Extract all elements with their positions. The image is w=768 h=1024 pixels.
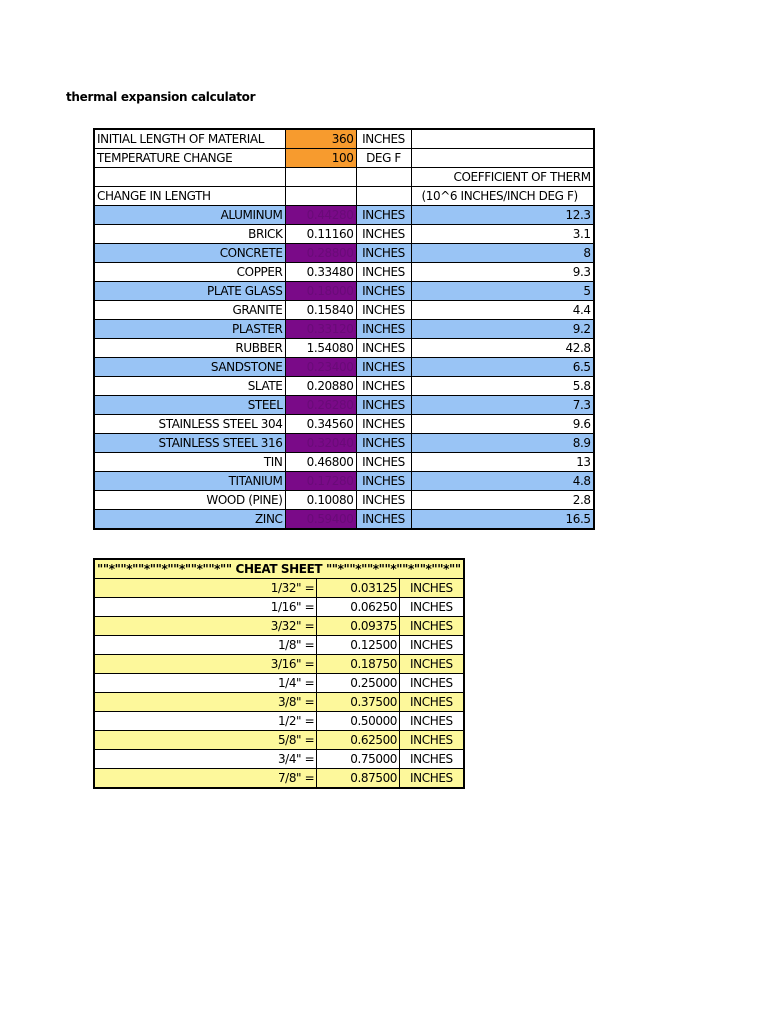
change-unit: INCHES (356, 206, 411, 225)
change-unit: INCHES (356, 415, 411, 434)
cheat-sheet-row (94, 655, 464, 674)
coefficient-value: 9.3 (411, 263, 594, 282)
change-unit: INCHES (356, 244, 411, 263)
material-row (94, 510, 594, 530)
change-unit: INCHES (356, 396, 411, 415)
material-name: STEEL (94, 396, 285, 415)
cheat-sheet-row (94, 579, 464, 598)
fraction-label: 1/32" = (94, 579, 317, 598)
decimal-unit: INCHES (400, 750, 464, 769)
material-row (94, 453, 594, 472)
coef-header-line2: (10^6 INCHES/INCH DEG F) (411, 187, 594, 206)
change-in-length-value: 0.33120 (285, 320, 356, 339)
material-name: COPPER (94, 263, 285, 282)
decimal-value: 0.09375 (317, 617, 400, 636)
coefficient-value: 6.5 (411, 358, 594, 377)
change-unit: INCHES (356, 491, 411, 510)
decimal-value: 0.25000 (317, 674, 400, 693)
decimal-value: 0.06250 (317, 598, 400, 617)
decimal-unit: INCHES (400, 731, 464, 750)
decimal-value: 0.50000 (317, 712, 400, 731)
coefficient-value: 13 (411, 453, 594, 472)
change-in-length-value: 0.33480 (285, 263, 356, 282)
fraction-label: 5/8" = (94, 731, 317, 750)
decimal-value: 0.62500 (317, 731, 400, 750)
initial-length-unit: INCHES (356, 129, 411, 149)
change-unit: INCHES (356, 339, 411, 358)
decimal-unit: INCHES (400, 712, 464, 731)
material-row (94, 339, 594, 358)
decimal-value: 0.03125 (317, 579, 400, 598)
cheat-sheet-header: ""*""*""*""*""*""*""*"" CHEAT SHEET ""*""*""*""*""*""*""*"" (94, 559, 464, 579)
material-row (94, 282, 594, 301)
change-in-length-value: 0.59400 (285, 510, 356, 530)
change-in-length-value: 0.18000 (285, 282, 356, 301)
coefficient-value: 4.4 (411, 301, 594, 320)
decimal-unit: INCHES (400, 598, 464, 617)
material-row (94, 377, 594, 396)
material-name: PLATE GLASS (94, 282, 285, 301)
cheat-sheet-header-row (94, 559, 464, 579)
decimal-value: 0.18750 (317, 655, 400, 674)
cheat-sheet-row (94, 674, 464, 693)
change-in-length-value: 0.11160 (285, 225, 356, 244)
fraction-label: 7/8" = (94, 769, 317, 789)
material-row (94, 396, 594, 415)
material-row (94, 244, 594, 263)
coefficient-value: 2.8 (411, 491, 594, 510)
coefficient-value: 4.8 (411, 472, 594, 491)
temperature-change-unit: DEG F (356, 149, 411, 168)
coef-header-line1: COEFFICIENT OF THERM (411, 168, 594, 187)
change-in-length-value: 0.26280 (285, 396, 356, 415)
change-unit: INCHES (356, 453, 411, 472)
change-unit: INCHES (356, 301, 411, 320)
material-row (94, 320, 594, 339)
cheat-sheet-row (94, 617, 464, 636)
coefficient-value: 16.5 (411, 510, 594, 530)
change-in-length-value: 0.34560 (285, 415, 356, 434)
coefficient-value: 9.2 (411, 320, 594, 339)
cheat-sheet-row (94, 769, 464, 789)
cheat-sheet-row (94, 598, 464, 617)
material-name: PLASTER (94, 320, 285, 339)
change-in-length-value: 0.23400 (285, 358, 356, 377)
change-unit: INCHES (356, 225, 411, 244)
coefficient-value: 9.6 (411, 415, 594, 434)
material-row (94, 491, 594, 510)
cheat-sheet-row (94, 712, 464, 731)
change-in-length-value: 1.54080 (285, 339, 356, 358)
change-in-length-value: 0.44280 (285, 206, 356, 225)
decimal-unit: INCHES (400, 693, 464, 712)
decimal-value: 0.87500 (317, 769, 400, 789)
material-name: ALUMINUM (94, 206, 285, 225)
material-row (94, 263, 594, 282)
change-unit: INCHES (356, 472, 411, 491)
change-in-length-value: 0.20880 (285, 377, 356, 396)
change-unit: INCHES (356, 320, 411, 339)
decimal-value: 0.75000 (317, 750, 400, 769)
decimal-value: 0.37500 (317, 693, 400, 712)
change-unit: INCHES (356, 282, 411, 301)
temperature-change-input[interactable]: 100 (285, 149, 356, 168)
change-header-row (94, 187, 594, 206)
coefficient-value: 42.8 (411, 339, 594, 358)
material-name: SANDSTONE (94, 358, 285, 377)
material-name: SLATE (94, 377, 285, 396)
temperature-change-label: TEMPERATURE CHANGE (94, 149, 285, 168)
empty-cell (285, 168, 356, 187)
fraction-label: 3/8" = (94, 693, 317, 712)
material-name: TITANIUM (94, 472, 285, 491)
thermal-expansion-table (93, 128, 595, 530)
material-name: BRICK (94, 225, 285, 244)
change-in-length-value: 0.28800 (285, 244, 356, 263)
coefficient-value: 12.3 (411, 206, 594, 225)
change-in-length-value: 0.17280 (285, 472, 356, 491)
decimal-unit: INCHES (400, 579, 464, 598)
coefficient-value: 5.8 (411, 377, 594, 396)
fraction-label: 3/4" = (94, 750, 317, 769)
change-unit: INCHES (356, 263, 411, 282)
change-in-length-value: 0.32040 (285, 434, 356, 453)
material-name: STAINLESS STEEL 304 (94, 415, 285, 434)
material-row (94, 415, 594, 434)
change-unit: INCHES (356, 510, 411, 530)
fraction-label: 1/4" = (94, 674, 317, 693)
cheat-sheet-row (94, 731, 464, 750)
change-unit: INCHES (356, 377, 411, 396)
initial-length-label: INITIAL LENGTH OF MATERIAL (94, 129, 285, 149)
empty-cell (411, 149, 594, 168)
coef-header-row (94, 168, 594, 187)
change-in-length-value: 0.46800 (285, 453, 356, 472)
decimal-unit: INCHES (400, 769, 464, 789)
coefficient-value: 3.1 (411, 225, 594, 244)
material-row (94, 434, 594, 453)
cheat-sheet-row (94, 636, 464, 655)
empty-cell (356, 168, 411, 187)
initial-length-input[interactable]: 360 (285, 129, 356, 149)
material-name: ZINC (94, 510, 285, 530)
change-in-length-value: 0.10080 (285, 491, 356, 510)
empty-cell (356, 187, 411, 206)
fraction-label: 1/8" = (94, 636, 317, 655)
decimal-unit: INCHES (400, 636, 464, 655)
material-name: CONCRETE (94, 244, 285, 263)
change-in-length-label: CHANGE IN LENGTH (94, 187, 285, 206)
decimal-unit: INCHES (400, 617, 464, 636)
change-unit: INCHES (356, 358, 411, 377)
material-row (94, 225, 594, 244)
empty-cell (411, 129, 594, 149)
coefficient-value: 7.3 (411, 396, 594, 415)
fraction-label: 3/16" = (94, 655, 317, 674)
coefficient-value: 8 (411, 244, 594, 263)
material-name: TIN (94, 453, 285, 472)
cheat-sheet-row (94, 693, 464, 712)
material-row (94, 358, 594, 377)
change-unit: INCHES (356, 434, 411, 453)
material-row (94, 472, 594, 491)
empty-cell (285, 187, 356, 206)
coefficient-value: 5 (411, 282, 594, 301)
material-name: GRANITE (94, 301, 285, 320)
fraction-label: 1/16" = (94, 598, 317, 617)
decimal-unit: INCHES (400, 674, 464, 693)
material-row (94, 301, 594, 320)
page-title: thermal expansion calculator (66, 90, 256, 104)
material-name: WOOD (PINE) (94, 491, 285, 510)
material-name: RUBBER (94, 339, 285, 358)
coefficient-value: 8.9 (411, 434, 594, 453)
cheat-sheet-row (94, 750, 464, 769)
fraction-label: 1/2" = (94, 712, 317, 731)
fraction-label: 3/32" = (94, 617, 317, 636)
temperature-change-row (94, 149, 594, 168)
initial-length-row (94, 129, 594, 149)
material-name: STAINLESS STEEL 316 (94, 434, 285, 453)
decimal-value: 0.12500 (317, 636, 400, 655)
change-in-length-value: 0.15840 (285, 301, 356, 320)
decimal-unit: INCHES (400, 655, 464, 674)
empty-cell (94, 168, 285, 187)
material-row (94, 206, 594, 225)
cheat-sheet-table (93, 558, 465, 789)
